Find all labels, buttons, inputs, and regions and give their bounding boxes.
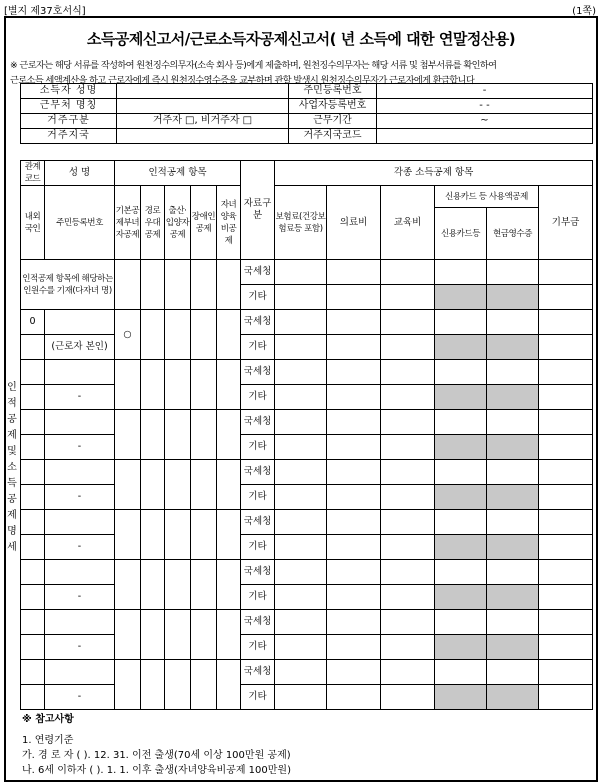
- deduction-check-cell[interactable]: [191, 360, 217, 410]
- deduction-check-cell[interactable]: [141, 510, 165, 560]
- donation-cell[interactable]: [539, 410, 593, 435]
- insurance-cell[interactable]: [275, 410, 327, 435]
- domestic-header: 내외국인: [21, 186, 45, 260]
- source-other: 기타: [241, 335, 275, 360]
- insurance-cell[interactable]: [275, 435, 327, 460]
- domestic-cell[interactable]: [21, 435, 45, 460]
- insurance-cell[interactable]: [275, 635, 327, 660]
- domestic-cell[interactable]: [21, 485, 45, 510]
- basic-cell[interactable]: [115, 660, 141, 710]
- education-cell[interactable]: [381, 510, 435, 535]
- various-deduction-header: 각종 소득공제 항목: [275, 161, 593, 186]
- source-other: 기타: [241, 435, 275, 460]
- person-name-cell[interactable]: [45, 460, 115, 485]
- donation-cell[interactable]: [539, 585, 593, 610]
- deduction-check-cell[interactable]: [217, 310, 241, 360]
- cash-receipt-cell: [487, 485, 539, 510]
- deduction-check-cell[interactable]: [165, 660, 191, 710]
- summary-label: 인적공제 항목에 해당하는 인원수를 기재(다자녀 명): [21, 260, 115, 310]
- cash-receipt-header: 현금영수증: [487, 208, 539, 260]
- basic-cell[interactable]: [115, 460, 141, 510]
- education-cell[interactable]: [381, 635, 435, 660]
- credit-card-cell[interactable]: [435, 610, 487, 635]
- country-code-field[interactable]: [377, 129, 593, 144]
- insurance-cell[interactable]: [275, 485, 327, 510]
- deduction-check-cell[interactable]: [165, 510, 191, 560]
- medical-cell[interactable]: [327, 285, 381, 310]
- rel-code-header: 관계코드: [21, 161, 45, 186]
- cash-receipt-cell[interactable]: [487, 610, 539, 635]
- reference-notes: [22, 712, 592, 778]
- deduction-check-cell[interactable]: [191, 610, 217, 660]
- person-resident-no-cell[interactable]: -: [45, 435, 115, 460]
- cash-receipt-cell: [487, 285, 539, 310]
- donation-cell[interactable]: [539, 610, 593, 635]
- person-name-cell[interactable]: [45, 510, 115, 535]
- cash-receipt-cell[interactable]: [487, 310, 539, 335]
- cash-receipt-cell: [487, 335, 539, 360]
- employer-label: 근무처 명칭: [21, 99, 117, 114]
- deduction-check-cell[interactable]: [217, 460, 241, 510]
- notes-item-1a: 가. 경 로 자 ( ). 12. 31. 이전 출생(70세 이상 100만원 공제): [22, 750, 291, 761]
- deduction-check-cell[interactable]: [165, 560, 191, 610]
- insurance-cell[interactable]: [275, 335, 327, 360]
- cash-receipt-cell[interactable]: [487, 460, 539, 485]
- education-cell[interactable]: [381, 585, 435, 610]
- education-cell[interactable]: [381, 310, 435, 335]
- rel-code-cell[interactable]: [21, 660, 45, 685]
- basic-cell[interactable]: ○: [115, 310, 141, 360]
- resident-no-header: 주민등록번호: [45, 186, 115, 260]
- name-label: 소득자 성명: [21, 84, 117, 99]
- cash-receipt-cell: [487, 635, 539, 660]
- source-other: 기타: [241, 685, 275, 710]
- elderly-deduction-header: 경로우대공제: [141, 186, 165, 260]
- domestic-cell[interactable]: [21, 635, 45, 660]
- medical-header: 의료비: [327, 186, 381, 260]
- medical-cell[interactable]: [327, 610, 381, 635]
- credit-card-cell[interactable]: [435, 510, 487, 535]
- education-cell[interactable]: [381, 410, 435, 435]
- credit-card-cell: [435, 285, 487, 310]
- credit-card-cell: [435, 585, 487, 610]
- basic-cell[interactable]: [115, 610, 141, 660]
- donation-cell[interactable]: [539, 485, 593, 510]
- donation-cell[interactable]: [539, 260, 593, 285]
- credit-card-cell: [435, 485, 487, 510]
- deduction-check-cell[interactable]: [191, 560, 217, 610]
- deduction-check-cell[interactable]: [217, 610, 241, 660]
- education-cell[interactable]: [381, 385, 435, 410]
- credit-card-cell[interactable]: [435, 660, 487, 685]
- cash-receipt-cell: [487, 385, 539, 410]
- summary-count-cell[interactable]: [217, 260, 241, 310]
- credit-card-cell: [435, 435, 487, 460]
- credit-card-cell[interactable]: [435, 360, 487, 385]
- cash-receipt-cell[interactable]: [487, 660, 539, 685]
- cash-receipt-cell: [487, 585, 539, 610]
- deduction-check-cell[interactable]: [141, 660, 165, 710]
- person-resident-no-cell[interactable]: -: [45, 535, 115, 560]
- deduction-check-cell[interactable]: [191, 510, 217, 560]
- source-other: 기타: [241, 535, 275, 560]
- education-cell[interactable]: [381, 460, 435, 485]
- summary-count-cell[interactable]: [115, 260, 141, 310]
- deduction-check-cell[interactable]: [165, 410, 191, 460]
- rel-code-cell[interactable]: [21, 410, 45, 435]
- person-name-cell[interactable]: [45, 660, 115, 685]
- source-header: 자료구분: [241, 161, 275, 260]
- domestic-cell[interactable]: [21, 335, 45, 360]
- cash-receipt-cell[interactable]: [487, 410, 539, 435]
- biz-no-label: 사업자등록번호: [289, 99, 377, 114]
- country-label: 거주지국: [21, 129, 117, 144]
- credit-card-cell: [435, 335, 487, 360]
- medical-cell[interactable]: [327, 485, 381, 510]
- domestic-cell[interactable]: [21, 685, 45, 710]
- medical-cell[interactable]: [327, 560, 381, 585]
- deduction-check-cell[interactable]: [141, 410, 165, 460]
- cash-receipt-cell: [487, 535, 539, 560]
- section-sidebar-label: 인적공제 및 소득공제 명세: [7, 382, 17, 553]
- source-nts: 국세청: [241, 610, 275, 635]
- education-cell[interactable]: [381, 485, 435, 510]
- donation-cell[interactable]: [539, 560, 593, 585]
- person-name-cell[interactable]: [45, 410, 115, 435]
- credit-card-cell: [435, 385, 487, 410]
- source-other: 기타: [241, 285, 275, 310]
- credit-card-cell[interactable]: [435, 260, 487, 285]
- donation-cell[interactable]: [539, 685, 593, 710]
- deduction-check-cell[interactable]: [191, 660, 217, 710]
- donation-cell[interactable]: [539, 510, 593, 535]
- insurance-cell[interactable]: [275, 510, 327, 535]
- card-group-header: 신용카드 등 사용액공제: [435, 186, 539, 208]
- cash-receipt-cell[interactable]: [487, 560, 539, 585]
- rel-code-cell[interactable]: [21, 460, 45, 485]
- education-header: 교육비: [381, 186, 435, 260]
- education-cell[interactable]: [381, 535, 435, 560]
- domestic-cell[interactable]: [21, 535, 45, 560]
- applicant-info-table: [20, 83, 593, 144]
- source-nts: 국세청: [241, 310, 275, 335]
- cash-receipt-cell[interactable]: [487, 360, 539, 385]
- period-field[interactable]: ~: [377, 114, 593, 129]
- cash-receipt-cell: [487, 435, 539, 460]
- domestic-cell[interactable]: [21, 385, 45, 410]
- education-cell[interactable]: [381, 360, 435, 385]
- education-cell[interactable]: [381, 610, 435, 635]
- donation-cell[interactable]: [539, 285, 593, 310]
- cash-receipt-cell: [487, 685, 539, 710]
- education-cell[interactable]: [381, 660, 435, 685]
- source-nts: 국세청: [241, 260, 275, 285]
- employer-field[interactable]: [117, 99, 289, 114]
- insurance-cell[interactable]: [275, 460, 327, 485]
- deduction-check-cell[interactable]: [165, 360, 191, 410]
- deduction-check-cell[interactable]: [217, 510, 241, 560]
- insurance-cell[interactable]: [275, 535, 327, 560]
- country-code-label: 거주지국코드: [289, 129, 377, 144]
- source-nts: 국세청: [241, 510, 275, 535]
- summary-count-cell[interactable]: [191, 260, 217, 310]
- medical-cell[interactable]: [327, 685, 381, 710]
- deduction-check-cell[interactable]: [217, 410, 241, 460]
- deduction-check-cell[interactable]: [191, 310, 217, 360]
- donation-cell[interactable]: [539, 635, 593, 660]
- basic-cell[interactable]: [115, 360, 141, 410]
- deduction-check-cell[interactable]: [141, 310, 165, 360]
- insurance-cell[interactable]: [275, 310, 327, 335]
- insurance-cell[interactable]: [275, 360, 327, 385]
- notice-line-2: 근로소득 세액계산을 하고 근로자에게 즉시 원천징수영수증을 교부하며 관할 발생시 원천징수의무자가 근로자에게 환급합니다: [10, 75, 475, 86]
- medical-cell[interactable]: [327, 635, 381, 660]
- credit-card-cell[interactable]: [435, 460, 487, 485]
- medical-cell[interactable]: [327, 385, 381, 410]
- name-header: 성 명: [45, 161, 115, 186]
- education-cell[interactable]: [381, 560, 435, 585]
- donation-cell[interactable]: [539, 310, 593, 335]
- medical-cell[interactable]: [327, 435, 381, 460]
- basic-cell[interactable]: [115, 410, 141, 460]
- person-name-cell[interactable]: [45, 310, 115, 335]
- source-other: 기타: [241, 585, 275, 610]
- rel-code-cell[interactable]: [21, 360, 45, 385]
- person-resident-no-cell[interactable]: -: [45, 485, 115, 510]
- deduction-check-cell[interactable]: [165, 310, 191, 360]
- donation-cell[interactable]: [539, 460, 593, 485]
- insurance-cell[interactable]: [275, 685, 327, 710]
- person-name-cell[interactable]: [45, 360, 115, 385]
- deduction-check-cell[interactable]: [141, 560, 165, 610]
- page-number: (1쪽): [572, 6, 596, 17]
- resident-no-field[interactable]: -: [377, 84, 593, 99]
- insurance-cell[interactable]: [275, 610, 327, 635]
- credit-card-cell[interactable]: [435, 410, 487, 435]
- insurance-header: 보험료(건강보험료등 포함): [275, 186, 327, 260]
- medical-cell[interactable]: [327, 535, 381, 560]
- person-resident-no-cell[interactable]: -: [45, 635, 115, 660]
- domestic-cell[interactable]: [21, 585, 45, 610]
- insurance-cell[interactable]: [275, 285, 327, 310]
- deduction-check-cell[interactable]: [141, 460, 165, 510]
- education-cell[interactable]: [381, 260, 435, 285]
- donation-cell[interactable]: [539, 385, 593, 410]
- person-name-cell[interactable]: [45, 610, 115, 635]
- summary-count-cell[interactable]: [141, 260, 165, 310]
- deduction-table: [20, 160, 593, 710]
- rel-code-cell[interactable]: [21, 560, 45, 585]
- notes-item-1b: 나. 6세 이하자 ( ). 1. 1. 이후 출생(자녀양육비공제 100만원): [22, 765, 291, 776]
- insurance-cell[interactable]: [275, 560, 327, 585]
- medical-cell[interactable]: [327, 660, 381, 685]
- rel-code-cell[interactable]: 0: [21, 310, 45, 335]
- source-nts: 국세청: [241, 660, 275, 685]
- deduction-check-cell[interactable]: [217, 660, 241, 710]
- insurance-cell[interactable]: [275, 385, 327, 410]
- deduction-check-cell[interactable]: [165, 460, 191, 510]
- person-resident-no-cell[interactable]: (근로자 본인): [45, 335, 115, 360]
- credit-card-cell[interactable]: [435, 560, 487, 585]
- rel-code-cell[interactable]: [21, 610, 45, 635]
- source-other: 기타: [241, 385, 275, 410]
- medical-cell[interactable]: [327, 410, 381, 435]
- resident-no-label: 주민등록번호: [289, 84, 377, 99]
- source-other: 기타: [241, 485, 275, 510]
- disabled-deduction-header: 장애인공제: [191, 186, 217, 260]
- medical-cell[interactable]: [327, 335, 381, 360]
- donation-cell[interactable]: [539, 335, 593, 360]
- name-field[interactable]: [117, 84, 289, 99]
- source-nts: 국세청: [241, 410, 275, 435]
- person-resident-no-cell[interactable]: -: [45, 685, 115, 710]
- deduction-check-cell[interactable]: [141, 360, 165, 410]
- birth-deduction-header: 출산·입양자공제: [165, 186, 191, 260]
- cash-receipt-cell[interactable]: [487, 260, 539, 285]
- residence-label: 거주구분: [21, 114, 117, 129]
- deduction-check-cell[interactable]: [141, 610, 165, 660]
- personal-deduction-header: 인적공제 항목: [115, 161, 241, 186]
- credit-card-header: 신용카드등: [435, 208, 487, 260]
- medical-cell[interactable]: [327, 360, 381, 385]
- donation-cell[interactable]: [539, 535, 593, 560]
- medical-cell[interactable]: [327, 460, 381, 485]
- form-number: [별지 제37호서식]: [4, 6, 86, 17]
- basic-deduction-header: 기본공제부녀자공제: [115, 186, 141, 260]
- country-field[interactable]: [117, 129, 289, 144]
- child-deduction-header: 자녀양육비공제: [217, 186, 241, 260]
- residence-field[interactable]: 거주자 □, 비거주자 □: [117, 114, 289, 129]
- medical-cell[interactable]: [327, 310, 381, 335]
- insurance-cell[interactable]: [275, 585, 327, 610]
- credit-card-cell: [435, 635, 487, 660]
- person-name-cell[interactable]: [45, 560, 115, 585]
- donation-cell[interactable]: [539, 435, 593, 460]
- source-nts: 국세청: [241, 460, 275, 485]
- basic-cell[interactable]: [115, 510, 141, 560]
- deduction-check-cell[interactable]: [165, 610, 191, 660]
- credit-card-cell[interactable]: [435, 310, 487, 335]
- deduction-check-cell[interactable]: [217, 360, 241, 410]
- period-label: 근무기간: [289, 114, 377, 129]
- notice-line-1: ※ 근로자는 해당 서류를 작성하여 원천징수의무자(소속 회사 등)에게 제출하며, 원천징수의무자는 해당 서류 및 첨부서류를 확인하여: [10, 60, 497, 71]
- education-cell[interactable]: [381, 285, 435, 310]
- medical-cell[interactable]: [327, 585, 381, 610]
- donation-header: 기부금: [539, 186, 593, 260]
- source-nts: 국세청: [241, 360, 275, 385]
- person-resident-no-cell[interactable]: -: [45, 385, 115, 410]
- notes-item-1: 1. 연령기준: [22, 735, 74, 746]
- education-cell[interactable]: [381, 435, 435, 460]
- notes-title: ※ 참고사항: [22, 714, 74, 725]
- basic-cell[interactable]: [115, 560, 141, 610]
- summary-count-cell[interactable]: [165, 260, 191, 310]
- deduction-check-cell[interactable]: [191, 460, 217, 510]
- cash-receipt-cell[interactable]: [487, 510, 539, 535]
- medical-cell[interactable]: [327, 510, 381, 535]
- medical-cell[interactable]: [327, 260, 381, 285]
- credit-card-cell: [435, 685, 487, 710]
- source-other: 기타: [241, 635, 275, 660]
- education-cell[interactable]: [381, 685, 435, 710]
- donation-cell[interactable]: [539, 660, 593, 685]
- credit-card-cell: [435, 535, 487, 560]
- deduction-check-cell[interactable]: [217, 560, 241, 610]
- form-title: 소득공제신고서/근로소득자공제신고서( 년 소득에 대한 연말정산용): [86, 30, 516, 48]
- insurance-cell[interactable]: [275, 660, 327, 685]
- donation-cell[interactable]: [539, 360, 593, 385]
- insurance-cell[interactable]: [275, 260, 327, 285]
- education-cell[interactable]: [381, 335, 435, 360]
- person-resident-no-cell[interactable]: -: [45, 585, 115, 610]
- deduction-check-cell[interactable]: [191, 410, 217, 460]
- biz-no-field[interactable]: - -: [377, 99, 593, 114]
- rel-code-cell[interactable]: [21, 510, 45, 535]
- source-nts: 국세청: [241, 560, 275, 585]
